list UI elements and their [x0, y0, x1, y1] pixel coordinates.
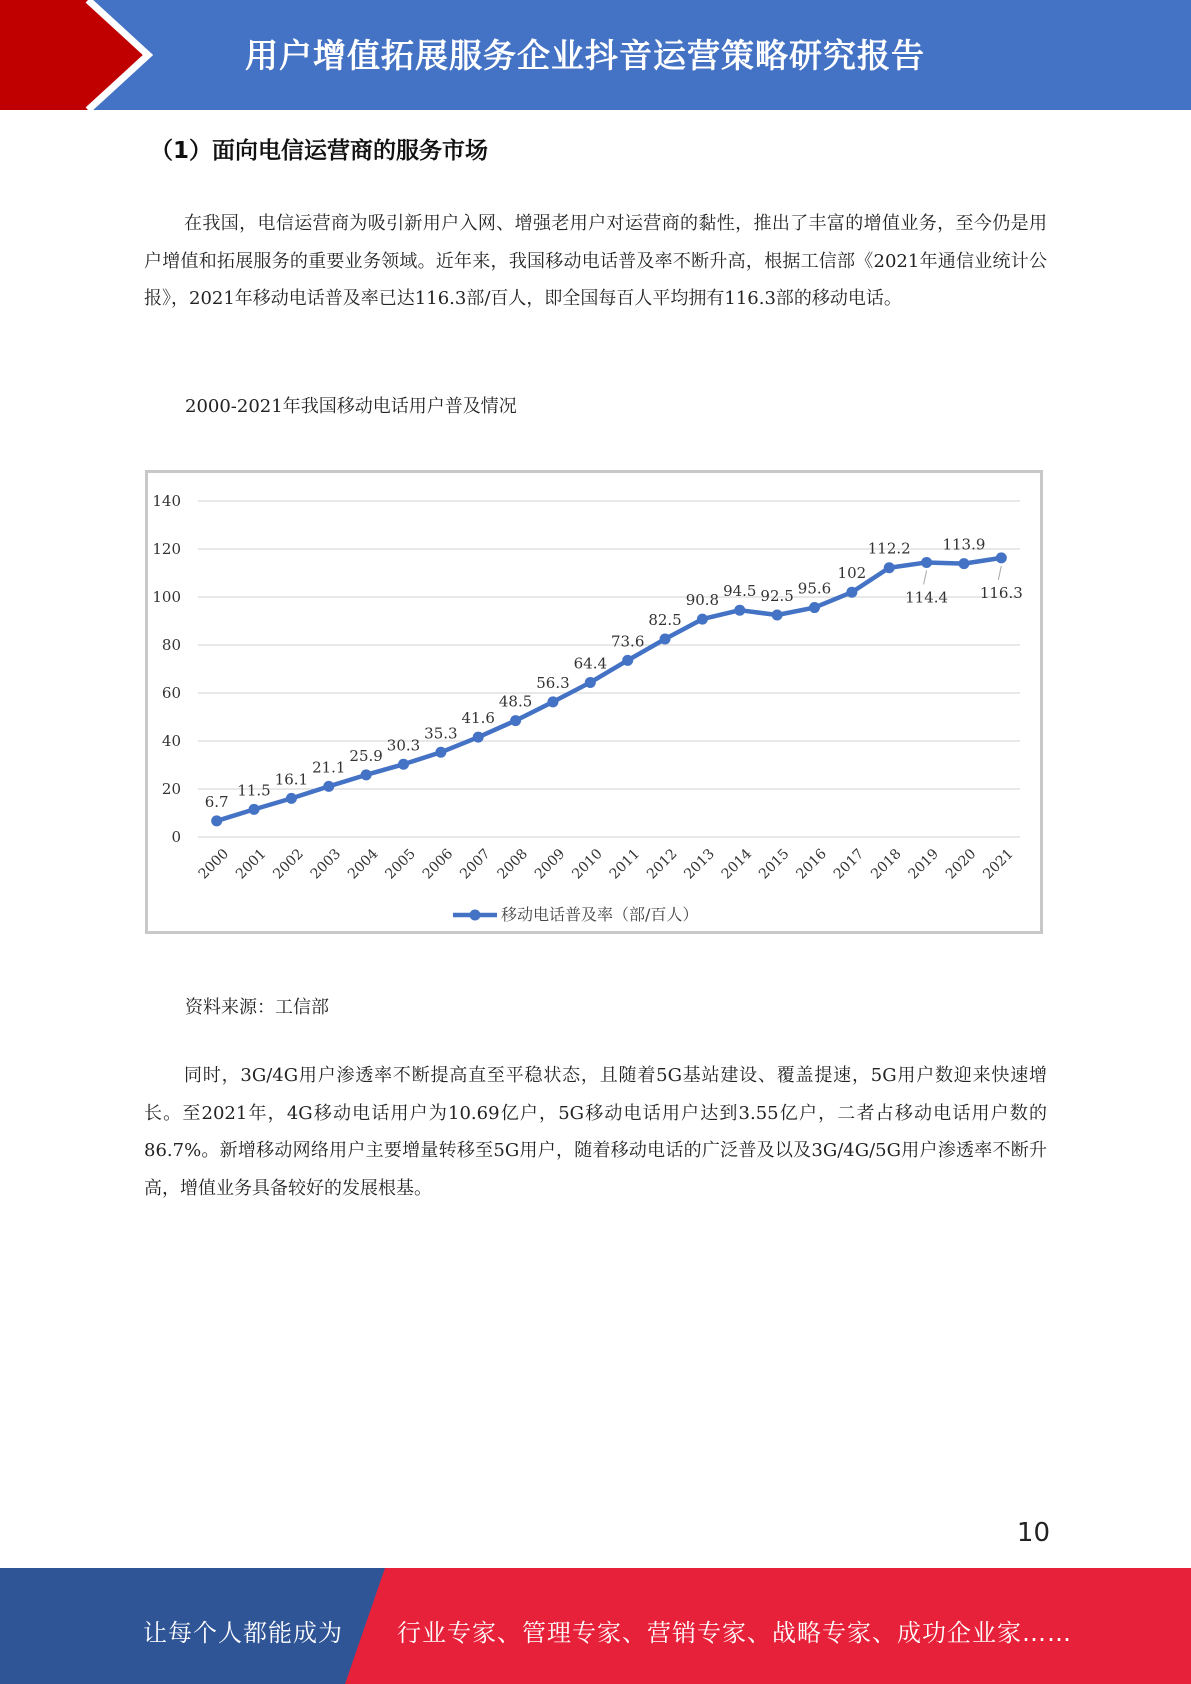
chart-container [145, 470, 1043, 934]
x-tick-label: 2020 [942, 845, 980, 883]
y-tick-label: 60 [161, 684, 181, 702]
x-tick-label: 2003 [307, 845, 345, 883]
data-point [435, 747, 446, 758]
y-tick-label: 140 [152, 492, 181, 510]
data-label: 21.1 [312, 758, 346, 777]
x-tick-label: 2012 [643, 845, 681, 883]
data-label-leader [998, 566, 1001, 580]
data-point [361, 769, 372, 780]
data-point [958, 558, 969, 569]
x-tick-label: 2021 [980, 845, 1017, 883]
data-point [772, 610, 783, 621]
line-chart [148, 473, 1040, 931]
data-label: 16.1 [274, 770, 309, 789]
data-label: 6.7 [204, 792, 229, 811]
legend-marker [470, 910, 481, 921]
data-label-leader [924, 570, 927, 584]
body-paragraph: 同时，3G/4G用户渗透率不断提高直至平稳状态，且随着5G基站建设、覆盖提速，5G用户数迎来快速增长。至2021年，4G移动电话用户为10.69亿户，5G移动电话用户达到3.55亿户，二者占移动电话用户数的86.7%。新增移动网络用户主要增量转移至5G用户，随着移动电话的广泛普及以及3G/4G/5G用户渗透率不断升高，增值业务具备较好的发展根基。 [144, 1065, 1047, 1199]
data-point [697, 614, 708, 625]
data-label: 90.8 [685, 591, 720, 610]
y-tick-label: 20 [161, 780, 181, 798]
data-point [323, 781, 334, 792]
x-tick-label: 2016 [793, 845, 830, 883]
data-label: 95.6 [797, 579, 832, 598]
data-label: 25.9 [349, 746, 383, 765]
data-label: 114.4 [905, 588, 949, 607]
x-tick-label: 2002 [270, 845, 307, 883]
data-label: 102 [837, 564, 867, 583]
page-header [0, 0, 1191, 110]
x-tick-label: 2001 [232, 845, 270, 883]
data-point [211, 815, 222, 826]
data-point [660, 634, 671, 645]
footer-slogan-right: 行业专家、管理专家、营销专家、战略专家、成功企业家…… [397, 1619, 1072, 1647]
data-point [884, 562, 895, 573]
y-tick-label: 120 [152, 540, 181, 558]
x-tick-label: 2008 [494, 845, 532, 883]
x-tick-label: 2017 [830, 845, 868, 883]
data-point [921, 557, 932, 568]
data-label: 48.5 [498, 692, 533, 711]
x-tick-label: 2006 [419, 845, 457, 883]
data-point [622, 655, 633, 666]
data-label: 92.5 [760, 587, 794, 605]
data-point [249, 804, 260, 815]
x-tick-label: 2011 [606, 845, 644, 883]
y-tick-label: 0 [171, 828, 181, 846]
report-title: 用户增值拓展服务企业抖音运营策略研究报告 [245, 36, 925, 75]
x-tick-label: 2014 [718, 845, 756, 883]
x-tick-label: 2010 [569, 845, 606, 883]
data-point [734, 605, 745, 616]
data-label: 116.3 [979, 583, 1023, 602]
data-point [510, 715, 521, 726]
chart-caption: 2000-2021年我国移动电话用户普及情况 [185, 396, 517, 417]
y-tick-label: 80 [161, 636, 181, 654]
x-tick-label: 2000 [195, 845, 233, 883]
header-red-arrow [0, 0, 148, 110]
x-tick-label: 2019 [905, 845, 943, 883]
section-heading: （1）面向电信运营商的服务市场 [150, 138, 489, 164]
x-tick-label: 2009 [531, 845, 569, 883]
data-label: 73.6 [610, 632, 645, 651]
data-point [398, 759, 409, 770]
data-label: 113.9 [942, 535, 986, 554]
x-tick-label: 2015 [756, 845, 793, 883]
page-number: 10 [1016, 1518, 1050, 1548]
x-tick-label: 2004 [345, 845, 382, 883]
legend-label: 移动电话普及率（部/百人） [501, 905, 699, 924]
data-point [585, 677, 596, 688]
data-point [547, 696, 558, 707]
header-arrow-decoration [0, 0, 200, 110]
data-label: 64.4 [573, 654, 608, 673]
data-label: 112.2 [867, 539, 911, 558]
data-label: 56.3 [536, 673, 570, 692]
data-point [286, 793, 297, 804]
y-tick-label: 40 [161, 732, 181, 750]
x-tick-label: 2018 [868, 845, 905, 883]
x-tick-label: 2005 [382, 845, 419, 883]
data-label: 82.5 [648, 611, 682, 629]
data-label: 41.6 [461, 709, 495, 728]
data-point [846, 587, 857, 598]
data-label: 35.3 [424, 724, 458, 743]
data-point [473, 732, 484, 743]
data-point [996, 552, 1007, 563]
footer-slogan-left: 让每个人都能成为 [143, 1619, 343, 1647]
source-note: 资料来源：工信部 [185, 997, 329, 1018]
intro-paragraph: 在我国，电信运营商为吸引新用户入网、增强老用户对运营商的黏性，推出了丰富的增值业务，至今仍是用户增值和拓展服务的重要业务领域。近年来，我国移动电话普及率不断升高，根据工信部《2021年通信业统计公报》，2021年移动电话普及率已达116.3部/百人，即全国每百人平均拥有116.3部的移动电话。 [144, 213, 1047, 309]
y-tick-label: 100 [152, 588, 181, 606]
x-tick-label: 2013 [681, 845, 718, 883]
page-footer [0, 1568, 1191, 1684]
x-tick-label: 2007 [457, 845, 494, 883]
data-label: 11.5 [237, 781, 271, 800]
data-label: 94.5 [723, 582, 757, 601]
data-label: 30.3 [386, 736, 421, 755]
data-point [809, 602, 820, 613]
